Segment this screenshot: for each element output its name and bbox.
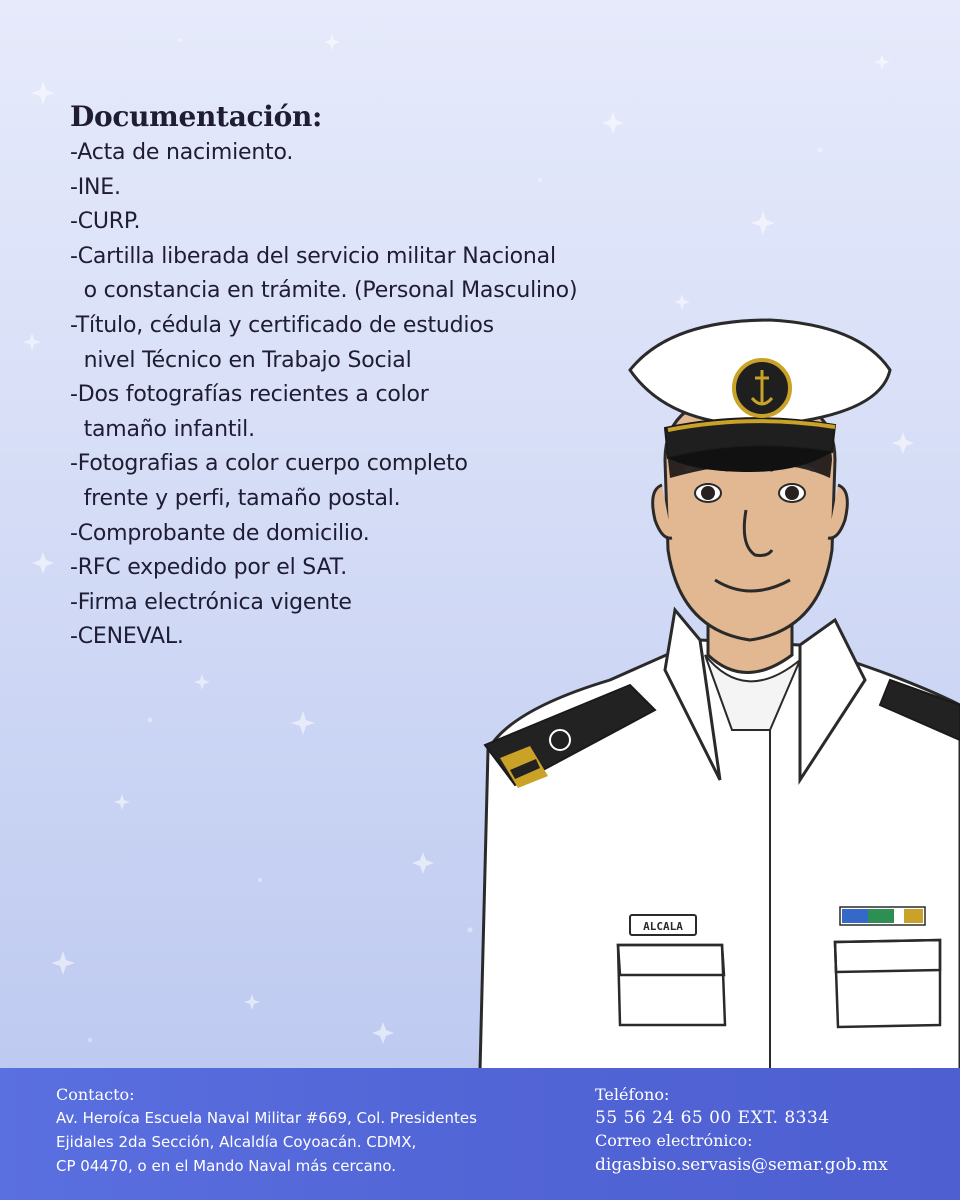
phone-label: Teléfono: xyxy=(595,1085,670,1104)
name-tag-label: ALCALA xyxy=(643,920,683,933)
doc-item-acta: -Acta de nacimiento. xyxy=(70,140,294,165)
email-value[interactable]: digasbiso.servasis@semar.gob.mx xyxy=(595,1155,888,1175)
contact-title: Contacto: xyxy=(56,1085,135,1104)
doc-item-cartilla: -Cartilla liberada del servicio militar Nacional xyxy=(70,243,556,269)
doc-item-rfc: -RFC expedido por el SAT. xyxy=(70,555,348,581)
address-line: Av. Heroíca Escuela Naval Militar #669, Col. Presidentes xyxy=(56,1109,477,1127)
documentation-title: Documentación: xyxy=(70,100,323,133)
doc-item-cartilla-continued: o constancia en trámite. (Personal Masculino) xyxy=(70,278,578,304)
doc-item-ceneval: -CENEVAL. xyxy=(70,624,184,650)
contact-section xyxy=(56,1084,556,1178)
email-label: Correo electrónico: xyxy=(595,1131,753,1150)
doc-item-comprobante: -Comprobante de domicilio. xyxy=(70,520,370,546)
doc-item-firma: -Firma electrónica vigente xyxy=(70,589,352,615)
doc-item-curp: -CURP. xyxy=(70,209,141,235)
doc-item-fotografias-infantil-continued: tamaño infantil. xyxy=(70,416,255,442)
address-line: Ejidales 2da Sección, Alcaldía Coyoacán. CDMX, xyxy=(56,1133,417,1151)
address-line: CP 04470, o en el Mando Naval más cercano. xyxy=(56,1157,397,1175)
doc-item-titulo-continued: nivel Técnico en Trabajo Social xyxy=(70,347,412,373)
doc-item-fotografias-postal: -Fotografias a color cuerpo completo xyxy=(70,451,468,477)
doc-item-fotografias-infantil: -Dos fotografías recientes a color xyxy=(70,382,429,408)
naval-officer-illustration xyxy=(470,310,960,1070)
phone-email-section xyxy=(595,1084,935,1178)
doc-item-titulo: -Título, cédula y certificado de estudios xyxy=(70,312,494,338)
doc-item-fotografias-postal-continued: frente y perfi, tamaño postal. xyxy=(70,485,401,511)
phone-value[interactable]: 55 56 24 65 00 EXT. 8334 xyxy=(595,1108,830,1128)
doc-item-ine: -INE. xyxy=(70,174,121,200)
contact-footer xyxy=(0,1068,960,1200)
